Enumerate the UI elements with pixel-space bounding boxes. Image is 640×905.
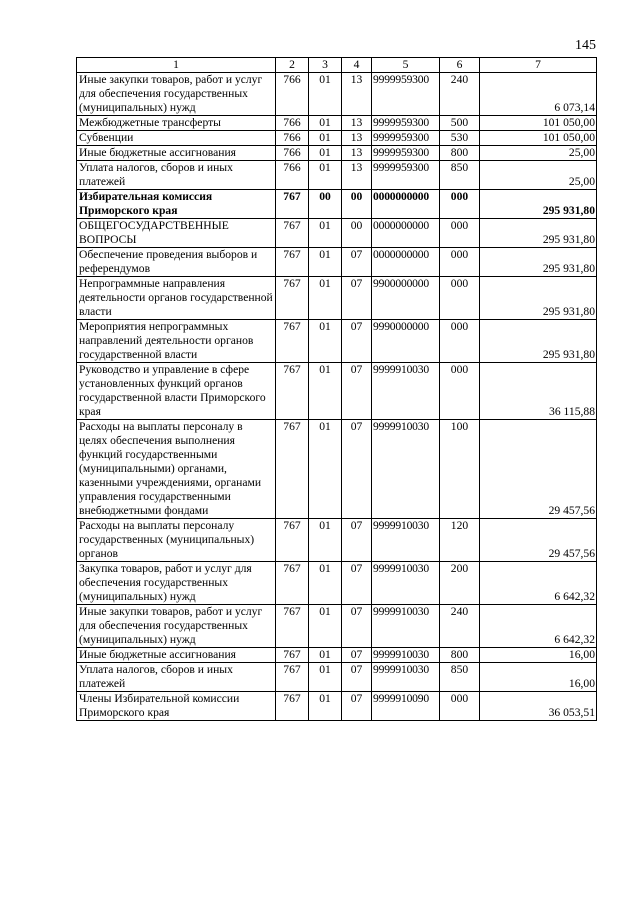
row-target-article-cell: 9999910030 xyxy=(372,605,440,648)
table-row xyxy=(77,692,597,721)
row-name-cell: Иные бюджетные ассигнования xyxy=(77,648,276,663)
row-target-article-cell: 9999910030 xyxy=(372,562,440,605)
row-expense-type-cell: 000 xyxy=(440,363,480,420)
table-row xyxy=(77,420,597,519)
row-name-cell: Обеспечение проведения выборов и референдумов xyxy=(77,248,276,277)
table-row xyxy=(77,363,597,420)
row-ministry-code-cell: 767 xyxy=(276,190,309,219)
row-section-cell: 01 xyxy=(309,161,342,190)
row-section-cell: 01 xyxy=(309,73,342,116)
table-row xyxy=(77,605,597,648)
row-subsection-cell: 07 xyxy=(342,363,372,420)
row-section-cell: 01 xyxy=(309,363,342,420)
row-section-cell: 01 xyxy=(309,146,342,161)
column-header: 6 xyxy=(440,58,480,73)
table-row xyxy=(77,131,597,146)
row-name-cell: Непрограммные направления деятельности органов государственной власти xyxy=(77,277,276,320)
column-header: 5 xyxy=(372,58,440,73)
table-row xyxy=(77,562,597,605)
row-target-article-cell: 9999910030 xyxy=(372,420,440,519)
row-expense-type-cell: 120 xyxy=(440,519,480,562)
row-target-article-cell: 9999910030 xyxy=(372,363,440,420)
row-target-article-cell: 0000000000 xyxy=(372,190,440,219)
budget-table xyxy=(76,57,597,721)
table-row xyxy=(77,277,597,320)
column-header: 2 xyxy=(276,58,309,73)
column-header: 7 xyxy=(480,58,597,73)
row-amount-cell: 29 457,56 xyxy=(480,420,597,519)
table-row xyxy=(77,116,597,131)
row-amount-cell: 16,00 xyxy=(480,648,597,663)
row-subsection-cell: 13 xyxy=(342,116,372,131)
row-ministry-code-cell: 767 xyxy=(276,219,309,248)
row-subsection-cell: 07 xyxy=(342,605,372,648)
row-expense-type-cell: 000 xyxy=(440,190,480,219)
row-target-article-cell: 9999959300 xyxy=(372,146,440,161)
row-target-article-cell: 9900000000 xyxy=(372,277,440,320)
row-name-cell: Иные бюджетные ассигнования xyxy=(77,146,276,161)
row-target-article-cell: 9999959300 xyxy=(372,131,440,146)
table-row xyxy=(77,146,597,161)
table-row xyxy=(77,320,597,363)
row-subsection-cell: 00 xyxy=(342,190,372,219)
row-ministry-code-cell: 766 xyxy=(276,146,309,161)
row-target-article-cell: 9999959300 xyxy=(372,161,440,190)
row-subsection-cell: 07 xyxy=(342,692,372,721)
row-subsection-cell: 07 xyxy=(342,248,372,277)
row-ministry-code-cell: 766 xyxy=(276,161,309,190)
row-expense-type-cell: 000 xyxy=(440,277,480,320)
table-row xyxy=(77,663,597,692)
row-name-cell: ОБЩЕГОСУДАРСТВЕННЫЕ ВОПРОСЫ xyxy=(77,219,276,248)
row-subsection-cell: 07 xyxy=(342,420,372,519)
row-ministry-code-cell: 767 xyxy=(276,605,309,648)
table-header-row xyxy=(77,58,597,73)
row-expense-type-cell: 000 xyxy=(440,219,480,248)
row-subsection-cell: 07 xyxy=(342,320,372,363)
row-amount-cell: 295 931,80 xyxy=(480,219,597,248)
row-amount-cell: 25,00 xyxy=(480,161,597,190)
row-subsection-cell: 07 xyxy=(342,519,372,562)
row-name-cell: Субвенции xyxy=(77,131,276,146)
row-amount-cell: 6 642,32 xyxy=(480,562,597,605)
row-amount-cell: 25,00 xyxy=(480,146,597,161)
table-row xyxy=(77,219,597,248)
row-target-article-cell: 9990000000 xyxy=(372,320,440,363)
row-section-cell: 01 xyxy=(309,648,342,663)
column-header: 3 xyxy=(309,58,342,73)
row-expense-type-cell: 530 xyxy=(440,131,480,146)
row-amount-cell: 36 115,88 xyxy=(480,363,597,420)
row-section-cell: 01 xyxy=(309,420,342,519)
row-name-cell: Избирательная комиссия Приморского края xyxy=(77,190,276,219)
row-subsection-cell: 00 xyxy=(342,219,372,248)
row-section-cell: 00 xyxy=(309,190,342,219)
row-ministry-code-cell: 767 xyxy=(276,562,309,605)
row-target-article-cell: 9999910030 xyxy=(372,648,440,663)
row-name-cell: Мероприятия непрограммных направлений деятельности органов государственной власти xyxy=(77,320,276,363)
row-expense-type-cell: 200 xyxy=(440,562,480,605)
row-target-article-cell: 0000000000 xyxy=(372,248,440,277)
row-amount-cell: 295 931,80 xyxy=(480,190,597,219)
row-ministry-code-cell: 767 xyxy=(276,648,309,663)
row-amount-cell: 295 931,80 xyxy=(480,248,597,277)
row-expense-type-cell: 000 xyxy=(440,320,480,363)
row-expense-type-cell: 000 xyxy=(440,248,480,277)
table-row xyxy=(77,248,597,277)
row-ministry-code-cell: 767 xyxy=(276,420,309,519)
row-name-cell: Уплата налогов, сборов и иных платежей xyxy=(77,161,276,190)
column-header: 1 xyxy=(77,58,276,73)
row-subsection-cell: 13 xyxy=(342,131,372,146)
row-subsection-cell: 13 xyxy=(342,73,372,116)
row-expense-type-cell: 000 xyxy=(440,692,480,721)
table-row xyxy=(77,73,597,116)
row-amount-cell: 29 457,56 xyxy=(480,519,597,562)
row-target-article-cell: 9999910030 xyxy=(372,519,440,562)
row-target-article-cell: 9999910090 xyxy=(372,692,440,721)
row-ministry-code-cell: 767 xyxy=(276,277,309,320)
row-section-cell: 01 xyxy=(309,519,342,562)
row-ministry-code-cell: 766 xyxy=(276,131,309,146)
row-expense-type-cell: 800 xyxy=(440,146,480,161)
row-amount-cell: 6 642,32 xyxy=(480,605,597,648)
table-body xyxy=(77,73,597,721)
row-section-cell: 01 xyxy=(309,116,342,131)
row-name-cell: Расходы на выплаты персоналу государственных (муниципальных) органов xyxy=(77,519,276,562)
row-ministry-code-cell: 767 xyxy=(276,363,309,420)
row-section-cell: 01 xyxy=(309,277,342,320)
row-target-article-cell: 9999959300 xyxy=(372,116,440,131)
table-row xyxy=(77,648,597,663)
page-number: 145 xyxy=(575,38,596,53)
row-ministry-code-cell: 766 xyxy=(276,116,309,131)
row-subsection-cell: 13 xyxy=(342,161,372,190)
row-expense-type-cell: 240 xyxy=(440,605,480,648)
row-name-cell: Закупка товаров, работ и услуг для обеспечения государственных (муниципальных) нужд xyxy=(77,562,276,605)
row-amount-cell: 295 931,80 xyxy=(480,320,597,363)
row-amount-cell: 16,00 xyxy=(480,663,597,692)
row-subsection-cell: 07 xyxy=(342,562,372,605)
table-row xyxy=(77,190,597,219)
row-expense-type-cell: 800 xyxy=(440,648,480,663)
row-section-cell: 01 xyxy=(309,248,342,277)
row-subsection-cell: 13 xyxy=(342,146,372,161)
row-ministry-code-cell: 767 xyxy=(276,692,309,721)
row-ministry-code-cell: 767 xyxy=(276,248,309,277)
row-amount-cell: 295 931,80 xyxy=(480,277,597,320)
row-section-cell: 01 xyxy=(309,692,342,721)
row-section-cell: 01 xyxy=(309,562,342,605)
row-name-cell: Расходы на выплаты персоналу в целях обеспечения выполнения функций государственными (муниципальными) органами, казенными учреждениями, органами управления государственными внебюджетными фондами xyxy=(77,420,276,519)
row-section-cell: 01 xyxy=(309,219,342,248)
table-row xyxy=(77,519,597,562)
row-ministry-code-cell: 767 xyxy=(276,519,309,562)
row-name-cell: Уплата налогов, сборов и иных платежей xyxy=(77,663,276,692)
row-expense-type-cell: 240 xyxy=(440,73,480,116)
row-ministry-code-cell: 766 xyxy=(276,73,309,116)
row-subsection-cell: 07 xyxy=(342,648,372,663)
row-name-cell: Руководство и управление в сфере установленных функций органов государственной власти Приморского края xyxy=(77,363,276,420)
row-target-article-cell: 9999910030 xyxy=(372,663,440,692)
row-subsection-cell: 07 xyxy=(342,277,372,320)
row-target-article-cell: 0000000000 xyxy=(372,219,440,248)
row-ministry-code-cell: 767 xyxy=(276,320,309,363)
row-name-cell: Члены Избирательной комиссии Приморского края xyxy=(77,692,276,721)
column-header: 4 xyxy=(342,58,372,73)
row-section-cell: 01 xyxy=(309,663,342,692)
row-amount-cell: 101 050,00 xyxy=(480,116,597,131)
row-target-article-cell: 9999959300 xyxy=(372,73,440,116)
row-name-cell: Иные закупки товаров, работ и услуг для обеспечения государственных (муниципальных) нужд xyxy=(77,605,276,648)
row-name-cell: Иные закупки товаров, работ и услуг для обеспечения государственных (муниципальных) нужд xyxy=(77,73,276,116)
row-amount-cell: 101 050,00 xyxy=(480,131,597,146)
row-section-cell: 01 xyxy=(309,605,342,648)
table-row xyxy=(77,161,597,190)
row-expense-type-cell: 500 xyxy=(440,116,480,131)
row-name-cell: Межбюджетные трансферты xyxy=(77,116,276,131)
row-amount-cell: 6 073,14 xyxy=(480,73,597,116)
row-section-cell: 01 xyxy=(309,320,342,363)
row-amount-cell: 36 053,51 xyxy=(480,692,597,721)
row-expense-type-cell: 100 xyxy=(440,420,480,519)
row-section-cell: 01 xyxy=(309,131,342,146)
row-subsection-cell: 07 xyxy=(342,663,372,692)
row-expense-type-cell: 850 xyxy=(440,663,480,692)
row-ministry-code-cell: 767 xyxy=(276,663,309,692)
row-expense-type-cell: 850 xyxy=(440,161,480,190)
